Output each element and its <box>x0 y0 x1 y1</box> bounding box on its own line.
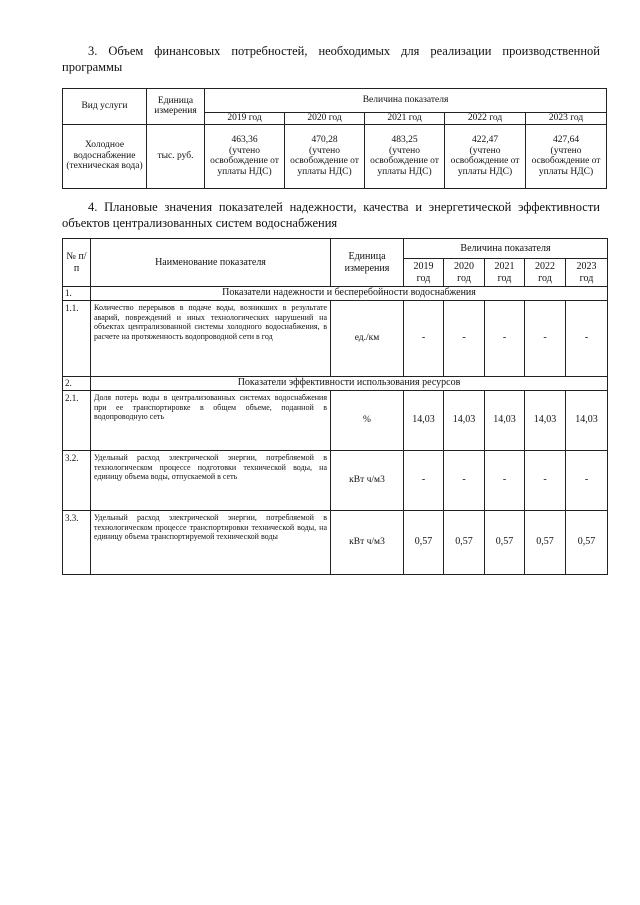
row-num: 2.1. <box>63 391 91 451</box>
row-num: 1.1. <box>63 301 91 377</box>
indicator-unit: % <box>331 391 404 451</box>
indicator-name: Удельный расход электрической энергии, потребляемой в технологическом процессе подготовки технической воды, на единицу объема воды, отпускаемой в сеть <box>91 451 331 511</box>
section-title: Показатели надежности и бесперебойности водоснабжения <box>91 287 608 301</box>
header-year <box>485 259 525 287</box>
indicator-value: 14,03 <box>566 391 608 451</box>
section4-heading: 4. Плановые значения показателей надежности, качества и энергетической эффективности объектов централизованных систем водоснабжения <box>62 200 600 230</box>
value-amount: 463,36 <box>231 135 258 145</box>
year-word: год <box>416 272 431 284</box>
indicator-value: - <box>566 301 608 377</box>
year-word: год <box>538 272 552 284</box>
unit-cell: тыс. руб. <box>147 124 205 188</box>
value-amount: 427,64 <box>552 135 580 145</box>
indicator-name: Удельный расход электрической энергии, потребляемой в технологическом процессе транспортировки технической воды, на единицу объема транспортируемой технической воды <box>91 511 331 575</box>
value-note: (учтено освобождение от уплаты НДС) <box>531 145 601 177</box>
year-number: 2023 <box>576 260 597 272</box>
indicator-value: 0,57 <box>444 511 485 575</box>
value-cell <box>205 124 285 188</box>
value-note: (учтено освобождение от уплаты НДС) <box>290 145 359 177</box>
header-year: 2020 год <box>285 113 365 125</box>
service-cell: Холодное водоснабжение (техническая вода) <box>63 124 147 188</box>
header-num: № п/п <box>63 239 91 287</box>
indicator-unit: кВт ч/м3 <box>331 511 404 575</box>
indicator-value: 0,57 <box>485 511 525 575</box>
indicator-value: - <box>525 451 566 511</box>
value-amount: 470,28 <box>311 135 338 145</box>
header-name: Наименование показателя <box>91 239 331 287</box>
value-amount: 422,47 <box>471 135 499 145</box>
indicator-value: - <box>525 301 566 377</box>
indicator-value: 14,03 <box>444 391 485 451</box>
indicator-value: - <box>485 301 525 377</box>
indicator-unit: ед./км <box>331 301 404 377</box>
year-number: 2019 <box>413 260 434 272</box>
indicator-name: Доля потерь воды в централизованных системах водоснабжения при ее транспортировке в общем объеме, поданной в водопроводную сеть <box>91 391 331 451</box>
value-cell <box>285 124 365 188</box>
section-num: 2. <box>63 377 91 391</box>
indicator-value: 0,57 <box>404 511 444 575</box>
indicator-value: - <box>566 451 608 511</box>
header-year: 2022 год <box>445 113 526 125</box>
header-year: 2023 год <box>526 113 607 125</box>
value-note: (учтено освобождение от уплаты НДС) <box>210 145 279 177</box>
indicator-value: 14,03 <box>485 391 525 451</box>
year-word: год <box>497 272 512 284</box>
indicator-unit: кВт ч/м3 <box>331 451 404 511</box>
year-word: год <box>579 272 594 284</box>
year-number: 2020 <box>454 260 474 272</box>
indicator-value: 14,03 <box>404 391 444 451</box>
row-num: 3.2. <box>63 451 91 511</box>
header-year <box>444 259 485 287</box>
header-value: Величина показателя <box>205 89 607 113</box>
indicator-value: 0,57 <box>525 511 566 575</box>
header-year <box>566 259 608 287</box>
section3-heading: 3. Объем финансовых потребностей, необходимых для реализации производственной программы <box>62 44 600 74</box>
header-value: Величина показателя <box>404 239 608 259</box>
header-unit: Единица измерения <box>331 239 404 287</box>
header-year: 2021 год <box>365 113 445 125</box>
value-amount: 483,25 <box>391 135 418 145</box>
row-num: 3.3. <box>63 511 91 575</box>
financial-needs-table <box>62 88 607 189</box>
value-cell <box>526 124 607 188</box>
header-year <box>525 259 566 287</box>
value-cell <box>445 124 526 188</box>
section-title: Показатели эффективности использования ресурсов <box>91 377 608 391</box>
year-word: год <box>457 272 471 284</box>
value-note: (учтено освобождение от уплаты НДС) <box>370 145 439 177</box>
indicator-value: - <box>444 451 485 511</box>
header-year: 2019 год <box>205 113 285 125</box>
year-number: 2022 <box>535 260 555 272</box>
value-note: (учтено освобождение от уплаты НДС) <box>450 145 520 177</box>
header-year <box>404 259 444 287</box>
year-number: 2021 <box>494 260 515 272</box>
indicator-value: - <box>404 451 444 511</box>
indicator-value: 14,03 <box>525 391 566 451</box>
indicator-name: Количество перерывов в подаче воды, возникших в результате аварий, повреждений и иных технологических нарушений на объектах централизованной системы холодного водоснабжения, в расчете на протяженность водопроводной сети в год <box>91 301 331 377</box>
header-service: Вид услуги <box>63 89 147 125</box>
header-unit: Единица измерения <box>147 89 205 125</box>
indicator-value: - <box>485 451 525 511</box>
indicator-value: - <box>404 301 444 377</box>
value-cell <box>365 124 445 188</box>
indicator-value: 0,57 <box>566 511 608 575</box>
indicator-value: - <box>444 301 485 377</box>
indicators-table <box>62 238 608 575</box>
section-num: 1. <box>63 287 91 301</box>
